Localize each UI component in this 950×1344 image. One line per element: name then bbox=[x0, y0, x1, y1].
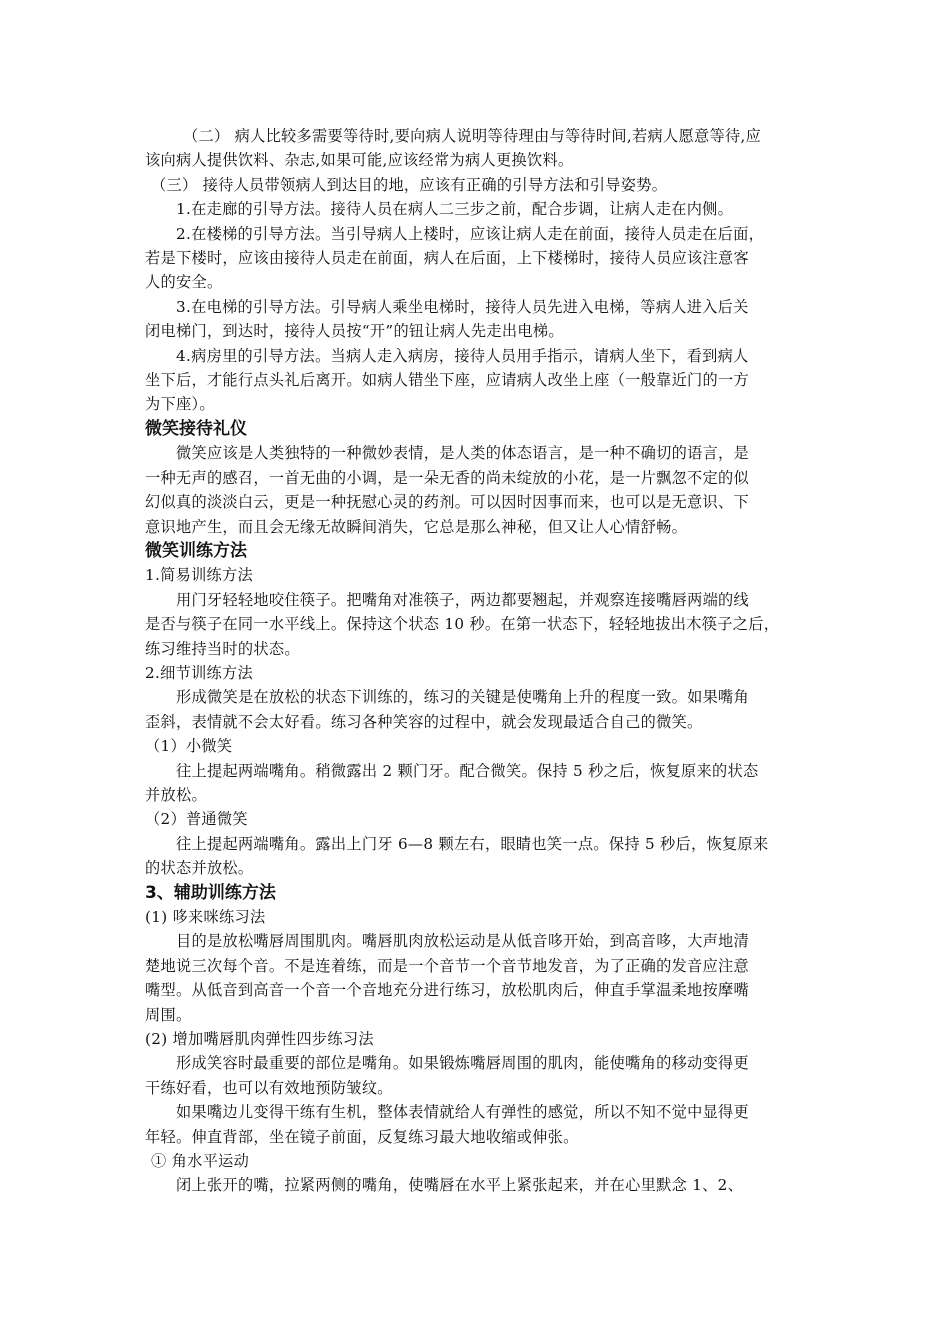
text-line: (2) 增加嘴唇肌肉弹性四步练习法 bbox=[145, 1030, 374, 1049]
text-line: 如果嘴边儿变得干练有生机，整体表情就给人有弹性的感觉，所以不知不觉中显得更 bbox=[176, 1103, 750, 1122]
text-line: 2.在楼梯的引导方法。当引导病人上楼时，应该让病人走在前面，接待人员走在后面， bbox=[176, 224, 765, 243]
text-line: ① 角水平运动 bbox=[151, 1152, 250, 1171]
text-line: 用门牙轻轻地咬住筷子。把嘴角对准筷子，两边都要翘起，并观察连接嘴唇两端的线 bbox=[176, 590, 750, 609]
text-line: 楚地说三次每个音。不是连着练，而是一个音节一个音节地发音，为了正确的发音应注意 bbox=[145, 956, 750, 975]
text-line: 并放松。 bbox=[145, 785, 207, 804]
text-line: 年轻。伸直背部，坐在镜子前面，反复练习最大地收缩或伸张。 bbox=[145, 1127, 579, 1146]
text-line: 歪斜，表情就不会太好看。练习各种笑容的过程中，就会发现最适合自己的微笑。 bbox=[145, 712, 703, 731]
text-line: （三） 接待人员带领病人到达目的地，应该有正确的引导方法和引导姿势。 bbox=[151, 175, 668, 194]
text-line: 4.病房里的引导方法。当病人走入病房，接待人员用手指示，请病人坐下，看到病人 bbox=[176, 346, 749, 365]
text-line: 微笑应该是人类独特的一种微妙表情，是人类的体态语言，是一种不确切的语言，是 bbox=[176, 444, 750, 463]
text-line: 该向病人提供饮料、杂志,如果可能,应该经常为病人更换饮料。 bbox=[145, 151, 574, 170]
text-line: 周围。 bbox=[145, 1005, 192, 1024]
text-line: 闭电梯门，到达时，接待人员按“开”的钮让病人先走出电梯。 bbox=[145, 322, 564, 341]
text-line: 练习维持当时的状态。 bbox=[145, 639, 300, 658]
text-line: 2.细节训练方法 bbox=[145, 663, 254, 682]
text-line: （二） 病人比较多需要等待时,要向病人说明等待理由与等待时间,若病人愿意等待,应 bbox=[183, 127, 762, 145]
section-heading: 3、辅助训练方法 bbox=[145, 882, 276, 903]
text-line: 嘴型。从低音到高音一个音一个音地充分进行练习，放松肌肉后，伸直手掌温柔地按摩嘴 bbox=[145, 981, 750, 1000]
text-line: 往上提起两端嘴角。露出上门牙 6—8 颗左右，眼睛也笑一点。保持 5 秒后，恢复原来 bbox=[176, 834, 769, 853]
text-line: 一种无声的感召，一首无曲的小调，是一朵无香的尚未绽放的小花，是一片飘忽不定的似 bbox=[145, 468, 750, 487]
text-line: 幻似真的淡淡白云，更是一种抚慰心灵的药剂。可以因时因事而来，也可以是无意识、下 bbox=[145, 493, 750, 512]
text-line: (1) 哆来咪练习法 bbox=[145, 908, 266, 926]
text-line: 往上提起两端嘴角。稍微露出 2 颗门牙。配合微笑。保持 5 秒之后，恢复原来的状态 bbox=[176, 761, 759, 780]
text-line: 闭上张开的嘴，拉紧两侧的嘴角，使嘴唇在水平上紧张起来，并在心里默念 1、2、 bbox=[176, 1176, 744, 1195]
text-line: 为下座）。 bbox=[145, 395, 215, 414]
document-body bbox=[145, 124, 820, 1198]
text-line: （1）小微笑 bbox=[145, 737, 233, 756]
text-line: 1.在走廊的引导方法。接待人员在病人二三步之前，配合步调，让病人走在内侧。 bbox=[176, 200, 734, 219]
text-line: 是否与筷子在同一水平线上。保持这个状态 10 秒。在第一状态下，轻轻地拔出木筷子之后， bbox=[145, 615, 780, 634]
text-line: 若是下楼时，应该由接待人员走在前面，病人在后面，上下楼梯时，接待人员应该注意客 bbox=[145, 249, 750, 268]
text-line: 干练好看，也可以有效地预防皱纹。 bbox=[145, 1078, 393, 1097]
text-line: （2）普通微笑 bbox=[145, 810, 248, 829]
text-line: 的状态并放松。 bbox=[145, 859, 254, 878]
section-heading: 微笑接待礼仪 bbox=[145, 418, 247, 439]
section-heading: 微笑训练方法 bbox=[145, 540, 247, 561]
text-line: 人的安全。 bbox=[145, 273, 223, 292]
text-line: 目的是放松嘴唇周围肌肉。嘴唇肌肉放松运动是从低音哆开始，到高音哆，大声地清 bbox=[176, 932, 750, 951]
text-line: 坐下后，才能行点头礼后离开。如病人错坐下座，应请病人改坐上座（一般靠近门的一方 bbox=[145, 371, 750, 390]
text-line: 形成微笑是在放松的状态下训练的，练习的关键是使嘴角上升的程度一致。如果嘴角 bbox=[176, 688, 750, 707]
text-line: 3.在电梯的引导方法。引导病人乘坐电梯时，接待人员先进入电梯，等病人进入后关 bbox=[176, 297, 749, 316]
text-line: 意识地产生，而且会无缘无故瞬间消失，它总是那么神秘，但又让人心情舒畅。 bbox=[145, 517, 688, 536]
text-line: 1.简易训练方法 bbox=[145, 566, 254, 585]
text-line: 形成笑容时最重要的部位是嘴角。如果锻炼嘴唇周围的肌肉，能使嘴角的移动变得更 bbox=[176, 1054, 750, 1073]
